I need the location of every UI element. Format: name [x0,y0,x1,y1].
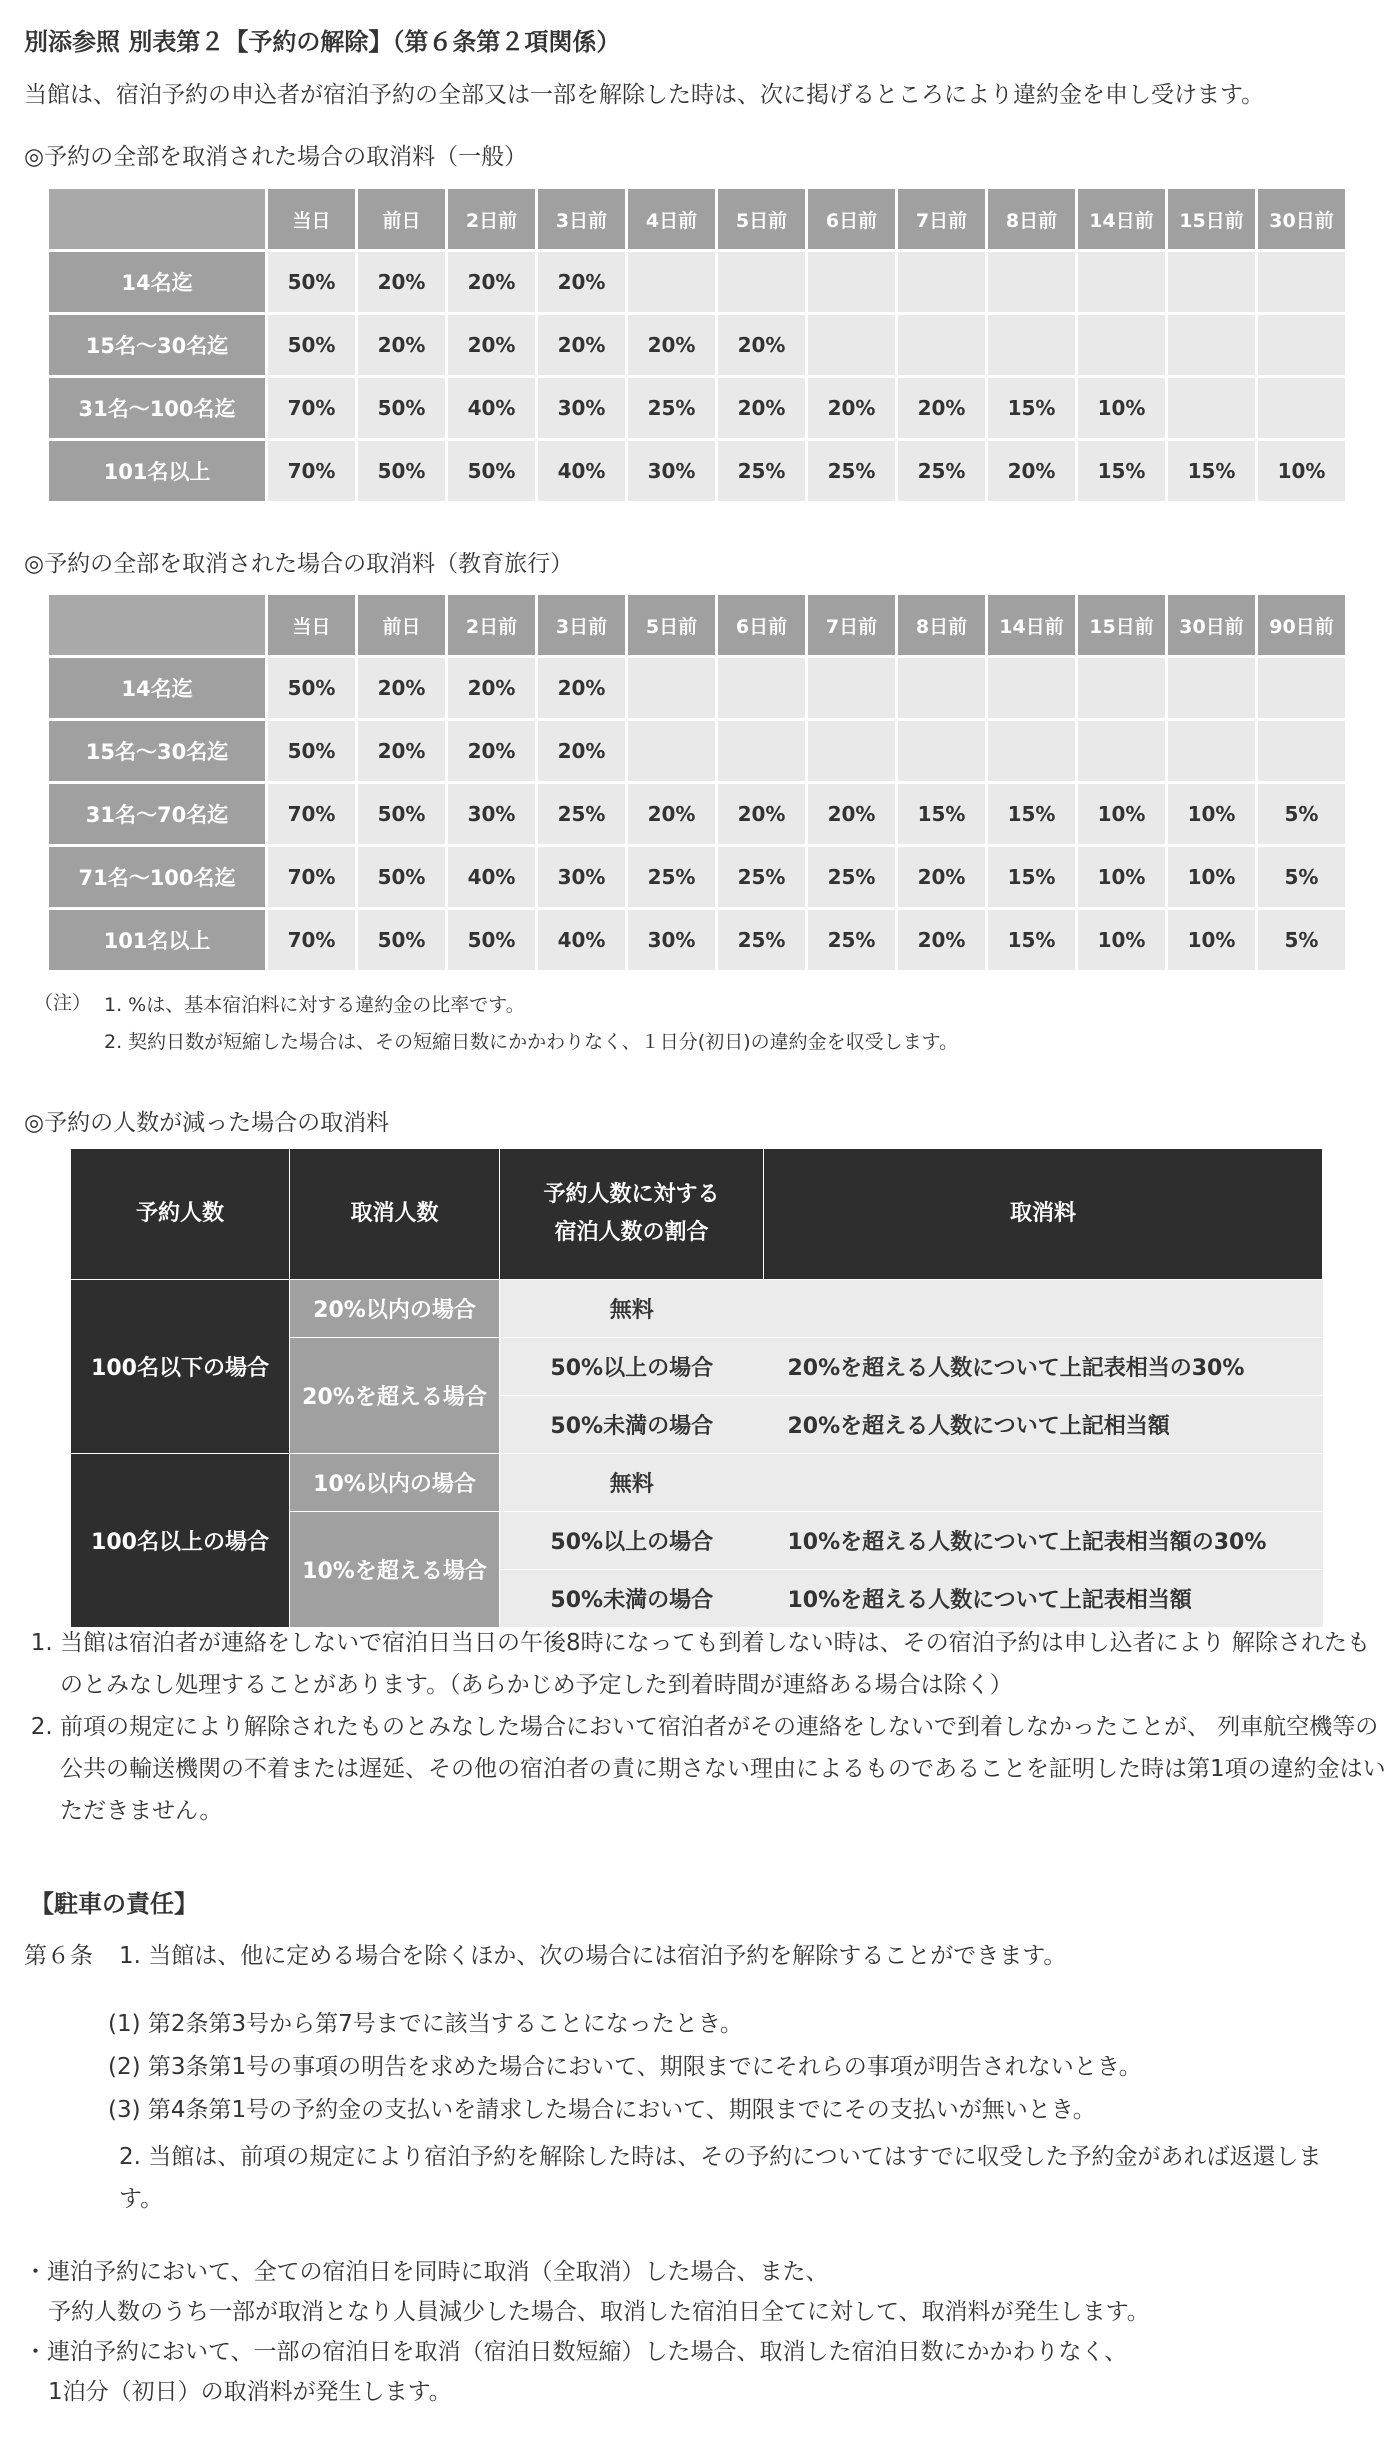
rate-cell: 15% [898,784,985,844]
reduction-fee-table [70,1148,1323,1628]
header-ratio-line2: 宿泊人数の割合 [554,1220,709,1245]
rate-cell [898,315,985,375]
page-title: 別添参照 別表第２【予約の解除】（第６条第２項関係） [24,28,621,56]
row-header: 101名以上 [49,441,265,501]
rate-cell [988,315,1075,375]
article-sub-item: (3) 第4条第1号の予約金の支払いを請求した場合において、期限までにその支払いが無いとき。 [108,2097,1096,2123]
group-label: 100名以下の場合 [71,1280,290,1454]
rate-cell: 20% [358,721,445,781]
rate-cell: 20% [898,910,985,970]
rate-cell: 20% [358,658,445,718]
rate-cell: 20% [718,378,805,438]
rules-list [24,1622,1390,1832]
table-corner [49,189,265,249]
bullet-line: ・連泊予約において、全ての宿泊日を同時に取消（全取消）した場合、また、 [24,2259,829,2285]
rate-cell: 50% [448,910,535,970]
over-label: 10%を超える場合 [290,1512,500,1628]
bullet-notes [24,2252,1364,2412]
note-item: 1. %は、基本宿泊料に対する違約金の比率です。 [104,994,525,1016]
rate-cell: 50% [358,910,445,970]
rate-cell: 20% [808,378,895,438]
article-label: 第６条 [24,1943,93,1969]
bullet-line: ・連泊予約において、一部の宿泊日を取消（宿泊日数短縮）した場合、取消した宿泊日数にかかわりなく、 [24,2339,1128,2365]
rate-cell [718,252,805,312]
fee-cell: 20%を超える人数について上記相当額 [764,1396,1323,1454]
rate-cell: 40% [538,910,625,970]
over-label: 20%を超える場合 [290,1338,500,1454]
rate-cell [1078,721,1165,781]
rate-cell: 30% [538,378,625,438]
rate-cell: 20% [898,378,985,438]
rate-cell [1168,658,1255,718]
table-row [49,721,1345,781]
rate-cell: 20% [718,315,805,375]
column-header: 前日 [358,595,445,655]
column-header: 7日前 [808,595,895,655]
column-header: 7日前 [898,189,985,249]
rate-cell: 25% [718,847,805,907]
rate-cell: 50% [358,784,445,844]
fee-cell: 10%を超える人数について上記表相当額 [764,1570,1323,1628]
column-header: 14日前 [988,595,1075,655]
rate-cell [808,658,895,718]
table-row [49,784,1345,844]
rate-cell: 30% [628,441,715,501]
rate-cell [1078,252,1165,312]
rate-cell [628,658,715,718]
rate-cell [898,658,985,718]
bullet-line: 予約人数のうち一部が取消となり人員減少した場合、取消した宿泊日全てに対して、取消料が発生します。 [48,2299,1150,2325]
rate-cell [628,252,715,312]
rate-cell: 20% [898,847,985,907]
rate-cell: 30% [538,847,625,907]
ratio-cell: 50%以上の場合 [500,1512,764,1570]
table3-label: ◎予約の人数が減った場合の取消料 [24,1110,390,1136]
column-header: 3日前 [538,189,625,249]
rate-cell: 20% [448,252,535,312]
column-header: 5日前 [718,189,805,249]
rate-cell [1078,658,1165,718]
table1-label: ◎予約の全部を取消された場合の取消料（一般） [24,144,528,170]
rate-cell: 70% [268,910,355,970]
rate-cell: 20% [448,721,535,781]
rate-cell: 30% [448,784,535,844]
table-row [49,658,1345,718]
rate-cell: 25% [808,847,895,907]
article-sub-item: (2) 第3条第1号の事項の明告を求めた場合において、期限までにそれらの事項が明告されないとき。 [108,2054,1142,2080]
column-header: 30日前 [1258,189,1345,249]
rate-cell: 15% [1168,441,1255,501]
rate-cell [808,721,895,781]
row-header: 14名迄 [49,252,265,312]
rate-cell: 15% [988,847,1075,907]
rate-cell: 50% [358,441,445,501]
table-row [49,441,1345,501]
column-header: 15日前 [1078,595,1165,655]
rate-cell: 40% [538,441,625,501]
article-item: 1. 当館は、他に定める場合を除くほか、次の場合には宿泊予約を解除することができます。 [119,1943,1067,1969]
rate-cell: 20% [448,315,535,375]
header-cancelled: 取消人数 [290,1149,500,1280]
table2-label: ◎予約の全部を取消された場合の取消料（教育旅行） [24,551,574,577]
column-header: 90日前 [1258,595,1345,655]
column-header: 8日前 [898,595,985,655]
note-mark: （注） [34,992,92,1014]
rate-cell: 50% [358,378,445,438]
education-cancellation-table [46,592,1348,973]
rule-item: 1. 当館は宿泊者が連絡をしないで宿泊日当日の午後8時になっても到着しない時は、その宿泊予約は申し込者により 解除されたものとみなし処理することがあります。（あらかじめ予定した到着時間が連絡ある場合は除く） [60,1622,1390,1706]
row-header: 14名迄 [49,658,265,718]
row-header: 15名～30名迄 [49,721,265,781]
rate-cell [898,252,985,312]
rate-cell: 10% [1078,784,1165,844]
header-ratio-line1: 予約人数に対する [543,1182,720,1207]
rate-cell [988,658,1075,718]
rate-cell [1168,315,1255,375]
rate-cell: 30% [628,910,715,970]
rate-cell: 10% [1168,847,1255,907]
parking-title: 【駐車の責任】 [30,1890,198,1918]
ratio-cell: 無料 [500,1280,764,1338]
ratio-cell: 無料 [500,1454,764,1512]
header-ratio [500,1149,764,1280]
rate-cell: 20% [988,441,1075,501]
rate-cell [808,315,895,375]
column-header: 30日前 [1168,595,1255,655]
rate-cell: 5% [1258,910,1345,970]
rate-cell [808,252,895,312]
rate-cell: 25% [808,441,895,501]
note-item: 2. 契約日数が短縮した場合は、その短縮日数にかかわりなく、１日分(初日)の違約金を収受します。 [104,1031,959,1053]
rate-cell [1168,721,1255,781]
rate-cell: 15% [988,784,1075,844]
rate-cell [1258,658,1345,718]
rate-cell: 40% [448,378,535,438]
header-fee: 取消料 [764,1149,1323,1280]
rate-cell [1258,315,1345,375]
fee-cell: 10%を超える人数について上記表相当額の30% [764,1512,1323,1570]
rate-cell: 25% [808,910,895,970]
rate-cell: 50% [268,315,355,375]
rate-cell: 70% [268,847,355,907]
row-header: 31名～100名迄 [49,378,265,438]
table-corner [49,595,265,655]
rate-cell [628,721,715,781]
intro-text: 当館は、宿泊予約の申込者が宿泊予約の全部又は一部を解除した時は、次に掲げるところにより違約金を申し受けます。 [24,82,1265,108]
rate-cell: 15% [1078,441,1165,501]
rate-cell: 10% [1078,910,1165,970]
rate-cell [1258,252,1345,312]
rate-cell: 50% [268,658,355,718]
rate-cell: 25% [628,378,715,438]
rate-cell: 50% [268,252,355,312]
header-reserved: 予約人数 [71,1149,290,1280]
rate-cell: 50% [268,721,355,781]
ratio-cell: 50%以上の場合 [500,1338,764,1396]
rule-item: 2. 前項の規定により解除されたものとみなした場合において宿泊者がその連絡をしないで到着しなかったことが、 列車航空機等の公共の輸送機関の不着または遅延、その他の宿泊者の責に期さない理由によるものであることを証明した時は第1項の違約金はいただきません。 [60,1706,1390,1832]
column-header: 14日前 [1078,189,1165,249]
table-row [49,315,1345,375]
rate-cell: 50% [448,441,535,501]
rate-cell: 10% [1078,847,1165,907]
column-header: 3日前 [538,595,625,655]
rate-cell: 20% [538,658,625,718]
rate-cell: 25% [538,784,625,844]
table-row [49,847,1345,907]
rate-cell [718,721,805,781]
rate-cell: 20% [358,252,445,312]
rate-cell: 20% [538,721,625,781]
ratio-cell: 50%未満の場合 [500,1396,764,1454]
column-header: 2日前 [448,189,535,249]
rate-cell: 70% [268,441,355,501]
rate-cell: 10% [1168,910,1255,970]
within-label: 10%以内の場合 [290,1454,500,1512]
within-label: 20%以内の場合 [290,1280,500,1338]
ratio-cell: 50%未満の場合 [500,1570,764,1628]
rate-cell [1258,721,1345,781]
rate-cell [988,721,1075,781]
rate-cell: 20% [808,784,895,844]
rate-cell: 5% [1258,847,1345,907]
rate-cell: 20% [358,315,445,375]
rate-cell: 40% [448,847,535,907]
row-header: 101名以上 [49,910,265,970]
rate-cell: 25% [898,441,985,501]
general-cancellation-table [46,186,1348,504]
rate-cell [1168,378,1255,438]
rate-cell: 10% [1078,378,1165,438]
row-header: 31名～70名迄 [49,784,265,844]
rate-cell: 5% [1258,784,1345,844]
column-header: 6日前 [808,189,895,249]
row-header: 71名～100名迄 [49,847,265,907]
column-header: 5日前 [628,595,715,655]
rate-cell: 50% [358,847,445,907]
rate-cell [718,658,805,718]
rate-cell: 25% [718,910,805,970]
column-header: 4日前 [628,189,715,249]
article-item: 2. 当館は、前項の規定により宿泊予約を解除した時は、その予約についてはすでに収受した予約金があれば返還します。 [119,2144,1322,2212]
rate-cell: 20% [538,252,625,312]
column-header: 15日前 [1168,189,1255,249]
table-row [49,910,1345,970]
rate-cell: 20% [628,315,715,375]
rate-cell: 20% [628,784,715,844]
rate-cell: 20% [448,658,535,718]
rate-cell: 15% [988,378,1075,438]
bullet-line: 1泊分（初日）の取消料が発生します。 [48,2379,452,2405]
rate-cell: 70% [268,784,355,844]
column-header: 8日前 [988,189,1075,249]
rate-cell [1258,378,1345,438]
rate-cell: 20% [538,315,625,375]
rate-cell: 20% [718,784,805,844]
column-header: 前日 [358,189,445,249]
article-sub-item: (1) 第2条第3号から第7号までに該当することになったとき。 [108,2011,743,2037]
rate-cell [1168,252,1255,312]
fee-cell [764,1454,1323,1512]
rate-cell: 25% [718,441,805,501]
column-header: 2日前 [448,595,535,655]
group-label: 100名以上の場合 [71,1454,290,1628]
column-header: 当日 [268,595,355,655]
rate-cell [898,721,985,781]
column-header: 6日前 [718,595,805,655]
rate-cell: 10% [1258,441,1345,501]
rate-cell [988,252,1075,312]
row-header: 15名～30名迄 [49,315,265,375]
table-row [49,252,1345,312]
rate-cell: 25% [628,847,715,907]
rate-cell: 15% [988,910,1075,970]
rate-cell: 10% [1168,784,1255,844]
table-row [49,378,1345,438]
column-header: 当日 [268,189,355,249]
rate-cell [1078,315,1165,375]
rate-cell: 70% [268,378,355,438]
fee-cell: 20%を超える人数について上記表相当の30% [764,1338,1323,1396]
fee-cell [764,1280,1323,1338]
